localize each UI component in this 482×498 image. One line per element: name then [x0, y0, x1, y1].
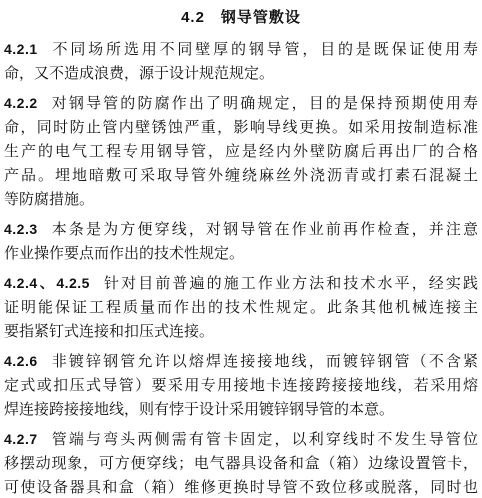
- clause-number: 4.2.3: [4, 221, 38, 237]
- clause-4-2-4-line-3: 要指紧钉式连接和扣压式连接。: [4, 322, 215, 340]
- clause-4-2-3-line-1: [4, 217, 478, 241]
- clause-text: 不同场所选用不同壁厚的钢导管，目的是既保证使用寿: [49, 40, 478, 58]
- clause-text: 管端与弯头两侧需有管卡固定，以利穿线时不发生导管位: [49, 430, 478, 448]
- clause-text: 非镀锌钢管允许以熔焊连接接地线，而镀锌钢管（不含紧: [49, 352, 478, 370]
- clause-4-2-7-line-3: 可使设备器具和盒（箱）维修更换时导管不致位移或脱落，同时也: [4, 478, 478, 496]
- clause-number: 4.2.1: [4, 41, 38, 57]
- clause-4-2-2-line-3: 生产的电气工程专用钢导管，应是经内外壁防腐后再出厂的合格: [4, 142, 478, 160]
- clause-4-2-3-line-2: 作业操作要点而作出的技术性规定。: [4, 244, 245, 262]
- clause-4-2-2-line-2: 命，同时防止管内壁锈蚀严重，影响导线更换。如采用按制造标准: [4, 118, 478, 136]
- clause-4-2-4-line-2: 证明能保证工程质量而作出的技术性规定。此条其他机械连接主: [4, 298, 478, 316]
- clause-4-2-4-line-1: [4, 271, 478, 295]
- clause-4-2-2-line-5: 等防腐措施。: [4, 190, 95, 208]
- clause-4-2-7-line-2: 移摆动现象，可方便穿线；电气器具设备和盒（箱）边缘设置管卡，: [4, 454, 478, 472]
- clause-text: 本条是为方便穿线，对钢导管在作业前再作检查，并注意: [49, 220, 478, 238]
- clause-text: 针对目前普遍的施工作业方法和技术水平，经实践: [101, 274, 478, 292]
- clause-4-2-6-line-2: 定式或扣压式导管）要采用专用接地卡连接跨接接地线，若采用熔: [4, 376, 478, 394]
- section-heading: [0, 6, 482, 27]
- clause-number: 4.2.2: [4, 95, 38, 111]
- clause-number: 4.2.7: [4, 431, 38, 447]
- clause-4-2-6-line-1: [4, 349, 478, 373]
- clause-4-2-1-line-1: [4, 37, 478, 61]
- clause-4-2-2-line-4: 产品。埋地暗敷可采取导管外缠绕麻丝外浇沥青或打素石混凝土: [4, 166, 478, 184]
- clause-4-2-6-line-3: 焊连接跨接接地线，则有悖于设计采用镀锌钢导管的本意。: [4, 400, 395, 418]
- clause-number: 4.2.4、4.2.5: [4, 275, 90, 291]
- section-number: 4.2: [181, 9, 205, 26]
- clause-4-2-2-line-1: [4, 91, 478, 115]
- clause-4-2-7-line-1: [4, 427, 478, 451]
- section-title: 钢导管敷设: [220, 8, 301, 26]
- clause-number: 4.2.6: [4, 353, 38, 369]
- clause-text: 对钢导管的防腐作出了明确规定，目的是保持预期使用寿: [49, 94, 478, 112]
- clause-4-2-1-line-2: 命，又不造成浪费，源于设计规范规定。: [4, 64, 275, 82]
